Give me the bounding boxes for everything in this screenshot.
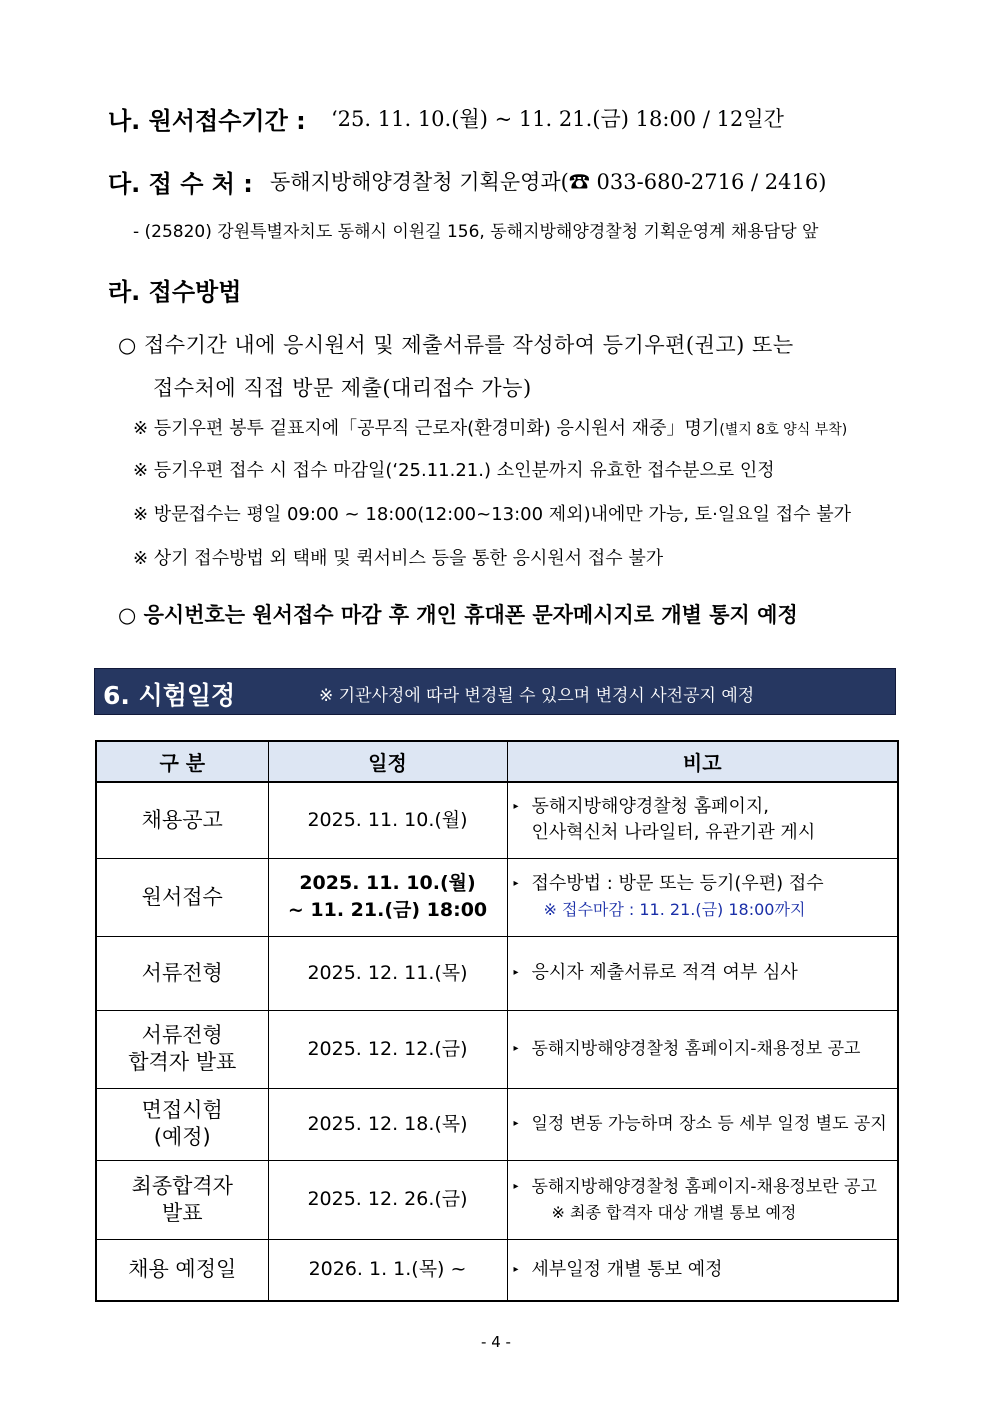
row-date-line: 2026. 1. 1.(목) ~ — [308, 1258, 467, 1281]
triangle-bullet-icon: ▸ — [513, 801, 519, 813]
row-category-line: 최종합격자 — [131, 1173, 233, 1198]
section-na-label: 나. 원서접수기간 : — [108, 107, 306, 135]
row-category — [96, 782, 268, 858]
schedule-header-remarks: 비고 — [507, 741, 898, 782]
row-category — [96, 936, 268, 1010]
table-row — [96, 1088, 898, 1160]
row-remarks-main: 동해지방해양경찰청 홈페이지-채용정보 공고 — [531, 1039, 861, 1059]
row-remarks — [507, 782, 898, 858]
row-remarks — [507, 1010, 898, 1088]
schedule-header-category: 구 분 — [96, 741, 268, 782]
triangle-bullet-icon: ▸ — [513, 967, 519, 978]
triangle-bullet-icon: ▸ — [513, 1043, 519, 1054]
row-date-line: 2025. 12. 18.(목) — [307, 1112, 468, 1135]
row-category-line: 면접시험 — [141, 1098, 223, 1122]
row-remarks — [507, 858, 898, 936]
section-6-banner — [94, 668, 896, 715]
row-date-line: 2025. 11. 10.(월) — [299, 872, 476, 894]
row-date-line: ~ 11. 21.(금) 18:00 — [287, 899, 488, 921]
row-category — [96, 858, 268, 936]
row-date — [268, 1160, 507, 1239]
row-date — [268, 1239, 507, 1301]
row-remarks-main: 접수방법 : 방문 또는 등기(우편) 접수 — [531, 873, 824, 894]
table-row — [96, 936, 898, 1010]
triangle-bullet-icon: ▸ — [513, 1118, 519, 1129]
row-remarks-continued: 인사혁신처 나라일터, 유관기관 게시 — [531, 822, 816, 844]
table-row — [96, 1239, 898, 1301]
method-item-1-line-2: 접수처에 직접 방문 제출(대리접수 가능) — [153, 376, 532, 400]
row-date-line: 2025. 12. 12.(금) — [307, 1037, 468, 1060]
table-row — [96, 1010, 898, 1088]
row-remarks — [507, 1088, 898, 1160]
row-remarks-main: 일정 변동 가능하며 장소 등 세부 일정 별도 공지 — [531, 1114, 887, 1134]
section-na-value: ‘25. 11. 10.(월) ~ 11. 21.(금) 18:00 / 12일간 — [331, 107, 784, 131]
row-date-line: 2025. 11. 10.(월) — [307, 808, 468, 831]
row-date-line: 2025. 12. 11.(목) — [307, 961, 468, 984]
section-6-title: 6. 시험일정 — [103, 681, 236, 710]
schedule-header-date: 일정 — [268, 741, 507, 782]
triangle-bullet-icon: ▸ — [513, 1263, 519, 1275]
row-remarks — [507, 1160, 898, 1239]
row-category-line: 서류전형 — [141, 1023, 223, 1047]
section-ra-label: 라. 접수방법 — [108, 278, 242, 306]
row-remarks-main: 세부일정 개별 통보 예정 — [531, 1258, 723, 1280]
row-date — [268, 1088, 507, 1160]
section-6-note: ※ 기관사정에 따라 변경될 수 있으며 변경시 사전공지 예정 — [319, 686, 755, 706]
row-date — [268, 782, 507, 858]
row-category — [96, 1239, 268, 1301]
row-category-line: 채용공고 — [141, 807, 223, 832]
row-category — [96, 1088, 268, 1160]
method-item-2: ○ 응시번호는 원서접수 마감 후 개인 휴대폰 문자메시지로 개별 통지 예정 — [118, 602, 798, 627]
triangle-bullet-icon: ▸ — [513, 878, 519, 889]
section-da-address: - (25820) 강원특별자치도 동해시 이원길 156, 동해지방해양경찰청 기획운영계 채용담당 앞 — [133, 222, 819, 242]
section-da-value: 동해지방해양경찰청 기획운영과(☎ 033-680-2716 / 2416) — [270, 170, 827, 194]
row-category-line: 발표 — [161, 1200, 203, 1225]
method-note-1-main: ※ 등기우편 봉투 겉표지에「공무직 근로자(환경미화) 응시원서 재중」명기 — [133, 418, 720, 439]
row-category-line: (예정) — [153, 1125, 211, 1149]
method-note-2: ※ 등기우편 접수 시 접수 마감일(‘25.11.21.) 소인분까지 유효한 접수분으로 인정 — [133, 460, 775, 481]
triangle-bullet-icon: ▸ — [513, 1180, 519, 1192]
method-note-3: ※ 방문접수는 평일 09:00 ~ 18:00(12:00~13:00 제외)내에만 가능, 토·일요일 접수 불가 — [133, 504, 851, 525]
row-category — [96, 1160, 268, 1239]
page-number: - 4 - — [481, 1333, 511, 1351]
row-category — [96, 1010, 268, 1088]
row-date — [268, 1010, 507, 1088]
table-row — [96, 1160, 898, 1239]
section-da-label: 다. 접 수 처 : — [108, 170, 253, 198]
row-date — [268, 936, 507, 1010]
row-remarks-main: 동해지방해양경찰청 홈페이지, — [531, 796, 769, 818]
row-remarks-main: 동해지방해양경찰청 홈페이지-채용정보란 공고 — [531, 1176, 877, 1197]
schedule-header-row — [96, 741, 898, 782]
method-item-1-line-1: ○ 접수기간 내에 응시원서 및 제출서류를 작성하여 등기우편(권고) 또는 — [118, 333, 794, 357]
row-date — [268, 858, 507, 936]
row-remarks — [507, 1239, 898, 1301]
row-remarks-sub: ※ 최종 합격자 대상 개별 통보 예정 — [551, 1202, 797, 1222]
row-remarks-sub: ※ 접수마감 : 11. 21.(금) 18:00까지 — [543, 900, 806, 919]
row-category-line: 서류전형 — [141, 960, 223, 985]
table-row — [96, 782, 898, 858]
schedule-table — [95, 740, 899, 1302]
row-category-line: 합격자 발표 — [128, 1050, 237, 1074]
row-remarks-main: 응시자 제출서류로 적격 여부 심사 — [531, 962, 798, 983]
table-row — [96, 858, 898, 936]
method-note-1 — [133, 414, 847, 440]
row-date-line: 2025. 12. 26.(금) — [307, 1188, 468, 1210]
method-note-4: ※ 상기 접수방법 외 택배 및 퀵서비스 등을 통한 응시원서 접수 불가 — [133, 548, 664, 569]
method-note-1-small: (별지 8호 양식 부착) — [719, 422, 848, 438]
row-remarks — [507, 936, 898, 1010]
row-category-line: 원서접수 — [141, 884, 223, 909]
row-category-line: 채용 예정일 — [128, 1257, 237, 1282]
